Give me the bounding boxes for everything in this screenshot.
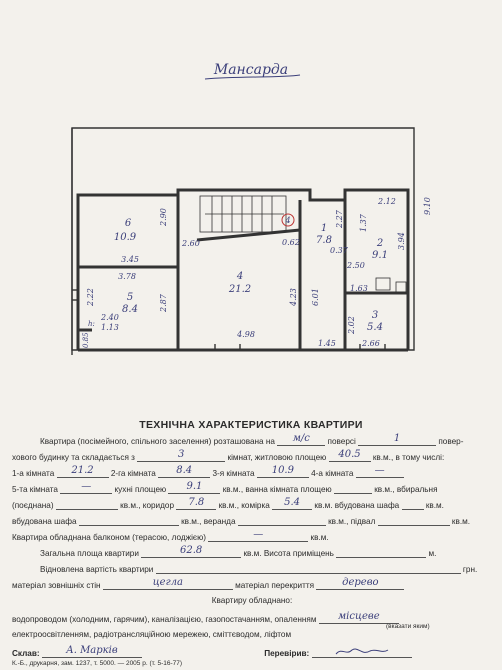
label-storey-cont: повер- bbox=[438, 437, 464, 446]
room-5-number: 5 bbox=[126, 292, 134, 303]
dim-2-50: 2.50 bbox=[347, 261, 365, 270]
label-storey: поверсі bbox=[327, 437, 356, 446]
label-wall-material: матеріал зовнішніх стін bbox=[12, 581, 101, 590]
form-heading: ТЕХНІЧНА ХАРАКТЕРИСТИКА КВАРТИРИ bbox=[139, 419, 363, 431]
value-floor-type: м/с bbox=[292, 433, 310, 444]
label-compiled: Склав: bbox=[12, 649, 40, 658]
dim-h: h: bbox=[88, 320, 95, 328]
value-balcony: — bbox=[253, 529, 264, 540]
room-3-number: 3 bbox=[371, 310, 379, 321]
room-5-area: 8.4 bbox=[122, 304, 138, 315]
heating-note: (вказати яким) bbox=[386, 623, 430, 630]
label-basement: кв.м., підвал bbox=[328, 517, 376, 526]
room-3-area: 5.4 bbox=[367, 322, 383, 333]
dim-2-22: 2.22 bbox=[86, 288, 95, 306]
room-4-number: 4 bbox=[236, 271, 244, 282]
value-room-3: 10.9 bbox=[271, 465, 294, 476]
dim-3-78: 3.78 bbox=[118, 272, 136, 281]
form-line-corridor bbox=[12, 498, 492, 510]
form-line-electric bbox=[12, 630, 492, 639]
value-room-2: 8.4 bbox=[176, 465, 193, 476]
label-wardrobe-2: вбудована шафа bbox=[12, 517, 77, 526]
plan-title: Мансарда bbox=[213, 62, 289, 78]
label-electric: електроосвітленням, радіотрансляційною мережею, сміттєводом, ліфтом bbox=[12, 630, 292, 639]
label-floor: Квартира (посімейного, спільного заселення) розташована на bbox=[40, 437, 275, 446]
form-line-cost bbox=[12, 562, 492, 574]
label-equipped: Квартиру обладнано: bbox=[211, 596, 293, 605]
label-m: м. bbox=[428, 549, 437, 558]
form-line-signatures bbox=[12, 646, 492, 658]
label-room-3: 3-я кімната bbox=[212, 469, 255, 478]
form-line-equipped bbox=[12, 596, 492, 605]
room-6-number: 6 bbox=[124, 218, 132, 229]
label-floor-material: матеріал перекриття bbox=[235, 581, 315, 590]
label-height: кв.м. Висота приміщень bbox=[243, 549, 334, 558]
label-building: хового будинку та складається з bbox=[12, 453, 135, 462]
label-utilities: водопроводом (холодним, гарячим), каналізацією, газопостачанням, опаленням bbox=[12, 615, 317, 624]
value-closet: 5.4 bbox=[284, 497, 301, 508]
checked-signature bbox=[312, 646, 412, 658]
room-2-area: 9.1 bbox=[372, 250, 388, 261]
value-room-1: 21.2 bbox=[71, 465, 94, 476]
window-marks bbox=[72, 290, 385, 350]
room-1-area: 7.8 bbox=[316, 235, 332, 246]
staircase bbox=[200, 196, 286, 232]
dim-1-63: 1.63 bbox=[350, 284, 368, 293]
label-room-2: 2-га кімната bbox=[110, 469, 156, 478]
label-wardrobe: кв.м. вбудована шафа bbox=[314, 501, 400, 510]
label-balcony: Квартира обладнана балконом (терасою, лоджією) bbox=[12, 533, 206, 542]
dim-6-01: 6.01 bbox=[311, 288, 320, 306]
room-4-area: 21.2 bbox=[228, 284, 252, 295]
dim-2-87: 2.87 bbox=[159, 294, 168, 312]
value-heating: місцеве bbox=[337, 611, 380, 622]
value-corridor: 7.8 bbox=[188, 497, 205, 508]
value-compiled: А. Марків bbox=[66, 645, 118, 656]
value-room-count: 3 bbox=[178, 449, 185, 460]
label-room-5: 5-та кімната bbox=[12, 485, 58, 494]
label-veranda: кв.м., веранда bbox=[181, 517, 236, 526]
label-sqm-2: кв.м. bbox=[451, 517, 471, 526]
label-room-4: 4-а кімната bbox=[311, 469, 354, 478]
form-line-balcony bbox=[12, 530, 492, 542]
room-6-area: 10.9 bbox=[113, 232, 137, 243]
label-sqm: кв.м. bbox=[425, 501, 444, 510]
label-corridor: кв.м., коридор bbox=[120, 501, 175, 510]
value-wall-material: цегла bbox=[152, 577, 183, 588]
dim-2-66: 2.66 bbox=[362, 339, 380, 348]
form-line-rooms bbox=[12, 450, 492, 462]
value-room-5: — bbox=[81, 481, 92, 492]
label-including: кв.м., в тому числі: bbox=[372, 453, 445, 462]
value-floor-material: дерево bbox=[342, 577, 379, 588]
form-line-materials bbox=[12, 578, 492, 590]
dim-0-85: 0.85 bbox=[82, 332, 90, 348]
label-bathroom: кв.м., ванна кімната площею bbox=[222, 485, 332, 494]
label-room-1: 1-а кімната bbox=[12, 469, 55, 478]
room-1-number: 1 bbox=[320, 223, 328, 234]
label-kitchen: кухні площею bbox=[114, 485, 167, 494]
value-room-4: — bbox=[374, 465, 385, 476]
form-line-kitchen bbox=[12, 482, 492, 494]
label-toilet: кв.м., вбиральня bbox=[374, 485, 438, 494]
label-cost: Відновлена вартість квартири bbox=[40, 565, 154, 574]
form-line-floor bbox=[12, 434, 492, 446]
value-kitchen: 9.1 bbox=[186, 481, 203, 492]
dim-1-37: 1.37 bbox=[359, 214, 368, 232]
dim-2-90: 2.90 bbox=[159, 208, 168, 226]
dim-1-45: 1.45 bbox=[318, 339, 336, 348]
label-closet: кв.м., комірка bbox=[218, 501, 270, 510]
dim-9-10: 9.10 bbox=[423, 197, 432, 215]
dim-4-98: 4.98 bbox=[237, 330, 255, 339]
form-line-room-areas bbox=[12, 466, 492, 478]
dim-3-45: 3.45 bbox=[121, 255, 139, 264]
form-line-total bbox=[12, 546, 492, 558]
label-checked: Перевірив: bbox=[264, 649, 310, 658]
value-total-area: 62.8 bbox=[180, 545, 203, 556]
sink-icon bbox=[396, 282, 406, 292]
dim-3-94: 3.94 bbox=[397, 232, 406, 250]
dim-2-02: 2.02 bbox=[347, 316, 356, 334]
printer-footer: К.-Б., друкарня, зам. 1237, т. 5000. — 2005 р. (т. 5-16-77) bbox=[12, 660, 183, 667]
label-combined: (поєднана) bbox=[12, 501, 54, 510]
form-line-veranda bbox=[12, 514, 492, 526]
value-living-area: 40.5 bbox=[338, 449, 361, 460]
stove-icon bbox=[376, 278, 390, 290]
room-2-number: 2 bbox=[376, 238, 384, 249]
dim-2-12: 2.12 bbox=[378, 197, 396, 206]
label-sqm-3: кв.м. bbox=[310, 533, 329, 542]
value-storey: 1 bbox=[393, 433, 401, 444]
marker-label: 4 bbox=[285, 216, 291, 225]
dim-4-23: 4.23 bbox=[289, 288, 298, 306]
label-total-area: Загальна площа квартири bbox=[40, 549, 139, 558]
dim-2-27: 2.27 bbox=[335, 210, 344, 228]
label-uah: грн. bbox=[462, 565, 478, 574]
dim-0-62: 0.62 bbox=[282, 238, 300, 247]
dim-0-37: 0.37 bbox=[330, 246, 348, 255]
dim-1-13: 1.13 bbox=[101, 323, 119, 332]
dim-2-40: 2.40 bbox=[101, 313, 119, 322]
label-living-area: кімнат, житловою площею bbox=[227, 453, 327, 462]
dim-2-60: 2.60 bbox=[182, 239, 200, 248]
